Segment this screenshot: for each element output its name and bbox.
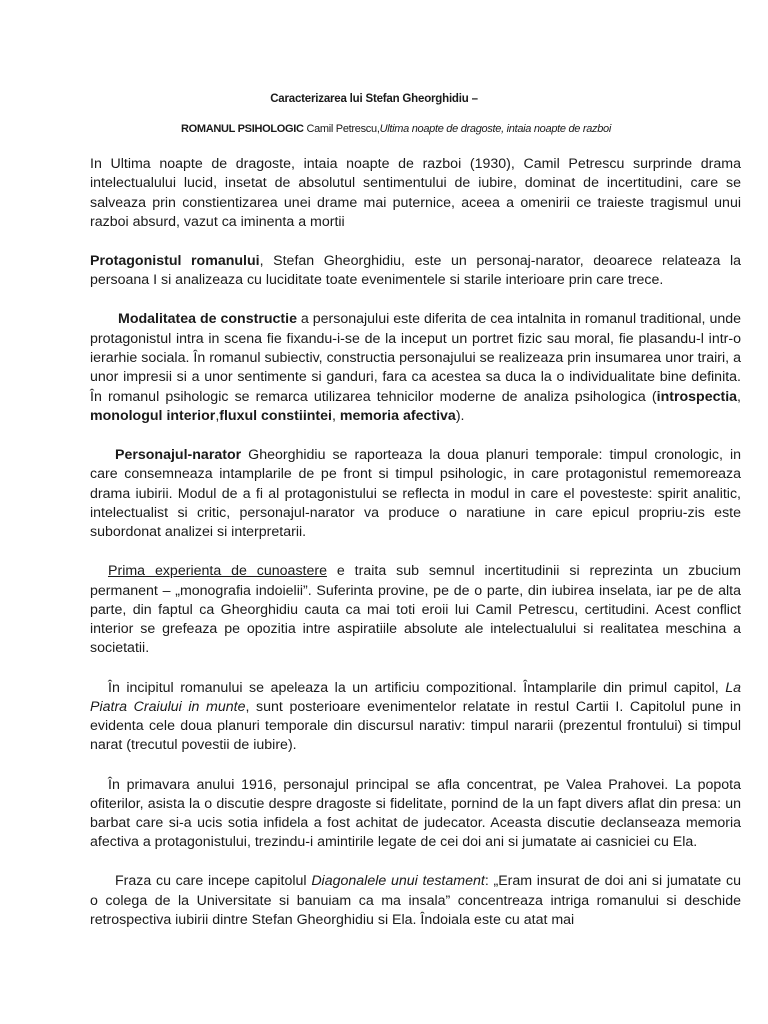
separator: , (737, 388, 741, 405)
paragraph-text: , Stefan Gheorghidiu, este un personaj-narator, deoarece relateaza la persoana I si analizeaza cu luciditate toate evenimentele si starile interioare prin care trece. (90, 252, 741, 289)
paragraph-text: : „Eram insurat de doi ani si jumatate cu o colega de la Universitate si banuiam ca ma insala” concentreaza intriga romanului si deschide retrospectiva iubirii dintre Stefan Gheorghidiu si Ela. Îndoiala este cu atat mai (90, 873, 741, 929)
document-subtitle (12, 123, 768, 135)
chapter-title: Diagonalele unui testament (311, 873, 485, 890)
paragraph-construction (90, 310, 741, 426)
paragraph-intro: In Ultima noapte de dragoste, intaia noapte de razboi (1930), Camil Petrescu surprinde drama intelectualului lucid, insetat de absolutul sentimentului de iubire, dominat de incertitudini, care se salveaza prin constientizarea unei drame mai puternice, aceea a omenirii ce traieste tragismul unui razboi absurd, vazut ca iminenta a mortii (90, 156, 741, 230)
paragraph-text: Fraza cu care incepe capitolul (115, 873, 312, 890)
paragraph-narrator (90, 446, 741, 542)
paragraph-incipit (90, 679, 741, 756)
document-title: Caracterizarea lui Stefan Gheorghidiu – (270, 93, 478, 105)
paragraph-text: a personajului este diferita de cea intalnita in romanul traditional, unde protagonistul intra in scena fie fixandu-i-se de la inceput un portret fizic sau moral, fie plasandu-l intr-o ierarhie sociala. În romanul subiectiv, constructia personajului se realizeaza prin insumarea unor trairi, a unor impresii si a unor sentimente si ganduri, fara ca acestea sa duca la o individualitate bine definita. În romanul psihologic se remarca utilizarea tehnicilor moderne de analiza psihologica ( (90, 311, 742, 405)
paragraph-lead: Personajul-narator (115, 446, 242, 463)
paragraph-protagonist (90, 252, 741, 291)
paragraph-lead: Prima experienta de cunoastere (108, 563, 327, 580)
term-fluxul-constiintei: fluxul constiintei (219, 407, 332, 424)
paragraph-first-experience (90, 562, 741, 658)
paragraph-text: , sunt posterioare evenimentelor relatate in restul Cartii I. Capitolul pune in evidenta cele doua planuri temporale din discursul narativ: timpul nararii (prezentul frontului) si timpul narat (trecutul povestii de iubire). (90, 698, 741, 754)
paragraph-text: e traita sub semnul incertitudinii si reprezinta un zbucium permanent – „monografia indoielii”. Suferinta provine, pe de o parte, din iubirea inselata, iar pe de alta parte, din faptul ca Gheorghidiu cauta ca mai toti eroii lui Camil Petrescu, certitudini. Acest conflict interior se grefeaza pe opozitia intre aspiratiile absolute ale intelectualului si realitatea meschina a societatii. (90, 563, 741, 657)
term-monologul-interior: monologul interior (90, 407, 216, 424)
separator: , (331, 407, 340, 424)
separator: , (215, 407, 220, 424)
subtitle-work: Ultima noapte de dragoste, intaia noapte de razboi (379, 123, 612, 135)
paragraph-lead: Modalitatea de constructie (118, 311, 297, 328)
document-body (90, 155, 741, 950)
subtitle-label: ROMANUL PSIHOLOGIC (180, 123, 304, 135)
subtitle-author: Camil Petrescu, (303, 123, 380, 135)
paragraph-opening-sentence (90, 872, 741, 930)
term-memoria-afectiva: memoria afectiva (339, 407, 456, 424)
chapter-title: La Piatra Craiului in munte (90, 679, 741, 715)
paragraph-end: ). (455, 407, 465, 424)
paragraph-text: În incipitul romanului se apeleaza la un artificiu compozitional. Întamplarile din primul capitol, (108, 679, 726, 696)
paragraph-spring-1916: În primavara anului 1916, personajul principal se afla concentrat, pe Valea Prahovei. La popota ofiterilor, asista la o discutie despre dragoste si fidelitate, pornind de la un fapt divers aflat din presa: un barbat care si-a ucis sotia infidela a fost achitat de judecator. Aceasta discutie declanseaza memoria afectiva a protagonistului, trezindu-i amintirile legate de cei doi ani si jumatate ai casniciei cu Ela. (90, 776, 741, 851)
term-introspectia: introspectia (656, 388, 738, 405)
paragraph-lead: Protagonistul romanului (90, 252, 260, 269)
paragraph-text: Gheorghidiu se raporteaza la doua planuri temporale: timpul cronologic, in care consemneaza intamplarile de pe front si timpul psihologic, in care protagonistul rememoreaza drama iubirii. Modul de a fi al protagonistului se reflecta in modul in care el povesteste: spirit analitic, intelectualist si critic, personajul-narator va produce o naratiune in care epicul propriu-zis este subordonat analizei si interpretarii. (90, 446, 741, 541)
